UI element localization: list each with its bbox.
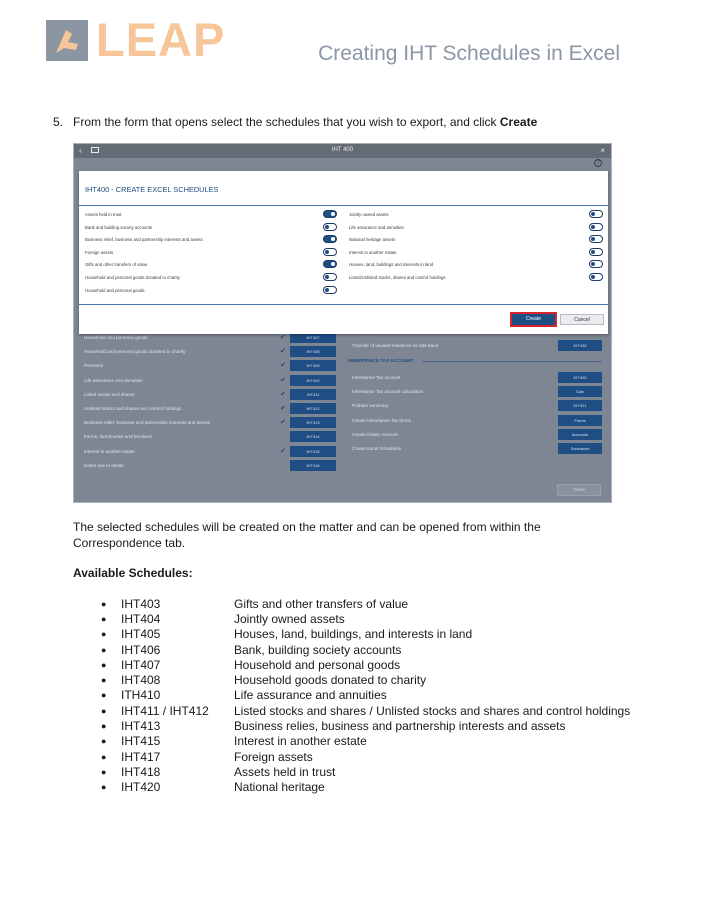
row-button[interactable]: IHT407 — [290, 332, 336, 343]
background-row — [84, 375, 344, 387]
row-label: Pensions — [84, 363, 103, 369]
row-label: Business relief, business and partnership interests and assets — [84, 420, 210, 426]
background-right-row — [352, 386, 602, 398]
create-excel-schedules-dialog — [79, 171, 608, 334]
schedule-code: IHT405 — [121, 627, 161, 642]
schedule-description: Household and personal goods — [234, 657, 401, 672]
schedule-option[interactable] — [349, 273, 605, 283]
schedule-code: IHT404 — [121, 611, 161, 626]
row-label: Debts due to estate — [84, 462, 124, 468]
list-item — [101, 764, 630, 779]
row-button[interactable]: IHT421 — [558, 400, 602, 411]
list-item — [101, 688, 630, 703]
section-heading: INHERITANCE TAX ACCOUNT — [348, 358, 414, 363]
schedule-description: Foreign assets — [234, 749, 313, 764]
option-label: Life assurance and annuities — [349, 224, 404, 230]
bullet-icon: ● — [101, 766, 107, 777]
list-item — [101, 657, 630, 672]
toggle-switch[interactable] — [589, 210, 603, 218]
list-item — [101, 780, 630, 795]
background-row — [84, 431, 344, 443]
schedule-code: IHT406 — [121, 642, 161, 657]
schedule-description: National heritage — [234, 780, 325, 795]
schedule-option[interactable] — [85, 235, 343, 245]
schedule-option[interactable] — [85, 210, 343, 220]
schedule-option[interactable] — [85, 223, 343, 233]
toggle-switch[interactable] — [323, 210, 337, 218]
window-title: IHT 400 — [331, 147, 354, 153]
toggle-switch[interactable] — [323, 235, 337, 243]
check-icon: ✔ — [280, 334, 286, 341]
back-icon[interactable]: ‹ — [79, 146, 82, 155]
schedule-option[interactable] — [349, 260, 605, 270]
row-button[interactable]: IHT414 — [290, 431, 336, 442]
schedule-description: Listed stocks and shares / Unlisted stocks and shares and control holdings — [234, 703, 631, 718]
toggle-switch[interactable] — [323, 273, 337, 281]
row-label: Create Excel Schedules — [352, 446, 402, 451]
background-row — [84, 346, 344, 358]
row-label: Probate summary — [352, 403, 389, 409]
toggle-switch[interactable] — [323, 260, 337, 268]
schedule-description: Life assurance and annuities — [234, 688, 387, 703]
schedule-description: Assets held in trust — [234, 764, 336, 779]
schedule-code: IHT417 — [121, 749, 161, 764]
bullet-icon: ● — [101, 721, 107, 732]
row-label: Farms, farmhouses and farmland — [84, 434, 152, 440]
schedule-description: Jointly owned assets — [234, 611, 345, 626]
row-button[interactable]: Forms — [558, 415, 602, 426]
check-icon: ✔ — [280, 348, 286, 356]
toggle-switch[interactable] — [589, 223, 603, 231]
list-item — [101, 734, 630, 749]
background-row — [84, 460, 344, 472]
row-label: Inheritance Tax account calculation — [352, 389, 424, 395]
schedule-option[interactable] — [349, 210, 605, 220]
schedule-code: IHT418 — [121, 764, 161, 779]
row-label: Household and personal goods donated to charity — [84, 349, 186, 355]
row-button[interactable]: IHT400 — [558, 372, 602, 383]
leap-logo-mark — [46, 20, 88, 61]
row-label: Inheritance Tax account — [352, 375, 401, 380]
available-schedules-list — [101, 596, 630, 795]
row-label: Create Inheritance Tax forms — [352, 417, 411, 423]
schedule-code: IHT407 — [121, 657, 161, 672]
schedule-code: IHT420 — [121, 780, 161, 795]
toggle-switch[interactable] — [589, 235, 603, 243]
toggle-switch[interactable] — [323, 248, 337, 256]
schedule-code: IHT413 — [121, 719, 161, 734]
cancel-button[interactable]: Cancel — [560, 314, 604, 325]
bullet-icon: ● — [101, 736, 107, 747]
window-titlebar — [74, 144, 611, 158]
check-icon: ✔ — [280, 362, 286, 370]
row-button[interactable]: IHT410 — [290, 375, 336, 386]
toggle-switch[interactable] — [589, 260, 603, 268]
list-item — [101, 642, 630, 657]
bullet-icon: ● — [101, 629, 107, 640]
check-icon: ✔ — [280, 390, 286, 398]
row-button[interactable]: IHT436 — [558, 340, 602, 351]
schedule-option[interactable] — [349, 235, 605, 245]
row-button[interactable]: Calc — [558, 386, 602, 397]
schedule-description: Houses, land, buildings, and interests in land — [234, 627, 473, 642]
schedule-description: Bank, building society accounts — [234, 642, 402, 657]
leap-logo — [46, 13, 226, 66]
schedule-code: IHT408 — [121, 673, 161, 688]
row-button[interactable]: IHT408 — [290, 346, 336, 357]
bullet-icon: ● — [101, 644, 107, 655]
bullet-icon: ● — [101, 782, 107, 793]
schedule-code: IHT403 — [121, 596, 161, 611]
option-label: Foreign assets — [85, 249, 114, 255]
schedule-description: Business relies, business and partnership interests and assets — [234, 719, 566, 734]
option-label: Household and personal goods — [85, 287, 145, 293]
schedule-code: IHT415 — [121, 734, 161, 749]
row-label: Household and personal goods — [84, 335, 148, 340]
background-right-row — [352, 429, 602, 441]
background-right-row — [352, 415, 602, 427]
background-right-row — [352, 400, 602, 412]
row-button[interactable]: IHT415 — [290, 446, 336, 457]
schedule-code: IHT411 / IHT412 — [121, 703, 209, 718]
schedule-option[interactable] — [85, 248, 343, 258]
toggle-switch[interactable] — [589, 248, 603, 256]
check-icon: ✔ — [280, 376, 286, 384]
row-label: Interest in another estate — [84, 448, 135, 454]
option-label: National heritage assets — [349, 237, 396, 243]
row-button[interactable]: Accounts — [558, 429, 602, 440]
option-label: Houses, land, buildings and interests in land — [349, 262, 434, 268]
row-button[interactable]: IHT411 — [290, 389, 336, 400]
available-schedules-heading: Available Schedules: — [73, 566, 193, 580]
bullet-icon: ● — [101, 598, 107, 609]
list-item — [101, 627, 630, 642]
background-row — [84, 360, 344, 372]
schedule-option[interactable] — [85, 286, 343, 296]
step-bold-text: Create — [499, 115, 538, 129]
close-icon[interactable]: × — [600, 146, 605, 155]
schedule-description: Household goods donated to charity — [234, 673, 427, 688]
dialog-divider — [79, 205, 608, 206]
option-label: Assets held in trust — [85, 212, 122, 217]
schedule-option[interactable] — [85, 260, 343, 270]
row-label: Life assurance and annuities — [84, 377, 143, 383]
option-label: Interest in another estate — [349, 249, 397, 255]
background-row — [84, 403, 344, 415]
check-icon: ✔ — [280, 405, 286, 412]
list-item — [101, 718, 630, 733]
result-paragraph: The selected schedules will be created on the matter and can be opened from within the Correspondence tab. — [73, 520, 541, 550]
row-label: Create Estate Account — [352, 431, 398, 437]
background-right-row — [352, 443, 602, 455]
option-label: Jointly owned assets — [349, 212, 389, 217]
bullet-icon: ● — [101, 705, 107, 716]
step-text: From the form that opens select the schedules that you wish to export, and click — [73, 115, 500, 129]
dialog-title: IHT400 - CREATE EXCEL SCHEDULES — [85, 185, 219, 194]
toggle-switch[interactable] — [323, 286, 337, 294]
row-button[interactable]: IHT416 — [290, 460, 336, 471]
bullet-icon: ● — [101, 675, 107, 686]
list-item — [101, 703, 630, 718]
toggle-switch[interactable] — [589, 273, 603, 281]
schedule-option[interactable] — [85, 273, 343, 283]
schedule-option[interactable] — [349, 223, 605, 233]
background-row — [84, 389, 344, 401]
help-icon[interactable]: ? — [594, 159, 602, 167]
dialog-divider — [79, 304, 608, 305]
row-button[interactable]: IHT413 — [290, 417, 336, 428]
option-label: Bank and building society accounts — [85, 224, 153, 230]
schedule-option[interactable] — [349, 248, 605, 258]
option-label: Household and personal goods donated to charity — [85, 275, 180, 280]
list-item — [101, 611, 630, 626]
section-divider — [422, 361, 602, 362]
background-row — [84, 446, 344, 458]
background-right-row — [352, 340, 602, 352]
check-icon: ✔ — [280, 447, 286, 455]
step-number: 5. — [53, 115, 64, 129]
list-item — [101, 596, 630, 611]
background-right-row — [352, 372, 602, 384]
iht400-screenshot — [73, 143, 612, 503]
option-label: Listed/Unlisted stocks, shares and control holdings — [349, 275, 446, 280]
row-label: Listed stocks and shares — [84, 391, 135, 397]
option-label: Business relief, business and partnership interests and assets — [85, 237, 203, 243]
bullet-icon: ● — [101, 690, 107, 701]
step-instruction — [53, 115, 537, 129]
close-button[interactable]: Close — [557, 484, 601, 496]
schedule-description: Interest in another estate — [234, 734, 367, 749]
row-button[interactable]: IHT409 — [290, 360, 336, 371]
row-button[interactable]: Schedules — [558, 443, 602, 454]
schedule-code: ITH410 — [121, 688, 161, 703]
schedule-description: Gifts and other transfers of value — [234, 596, 409, 611]
background-row — [84, 417, 344, 429]
bullet-icon: ● — [101, 659, 107, 670]
check-icon: ✔ — [280, 419, 286, 427]
bullet-icon: ● — [101, 613, 107, 624]
leap-logo-text: LEAP — [96, 13, 226, 66]
document-title: Creating IHT Schedules in Excel — [318, 42, 620, 65]
toggle-switch[interactable] — [323, 223, 337, 231]
bullet-icon: ● — [101, 751, 107, 762]
row-label: Transfer of unused residence nil rate band — [352, 343, 439, 348]
option-label: Gifts and other transfers of value — [85, 262, 148, 268]
list-item — [101, 672, 630, 687]
row-button[interactable]: IHT412 — [290, 403, 336, 414]
create-button[interactable]: Create — [510, 312, 557, 327]
list-item — [101, 749, 630, 764]
row-label: Unlisted stocks and shares and control holdings — [84, 406, 182, 411]
